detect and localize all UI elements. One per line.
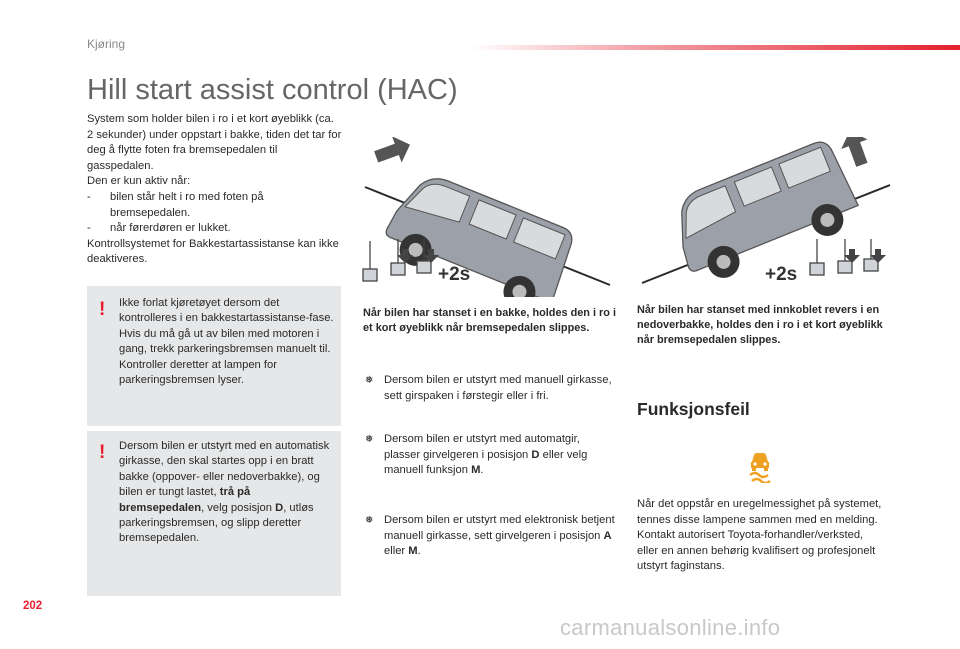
bullet-marker-icon: ❅: [365, 515, 374, 526]
warning-text: Ikke forlat kjøretøyet dersom det kontrolleres i en bakkestartassistanse-fase.: [119, 297, 334, 325]
gear-position: M: [471, 464, 481, 477]
dash-marker: -: [87, 222, 91, 235]
forward-arrow-icon: [836, 137, 875, 170]
bullet-text: .: [417, 545, 421, 558]
timer-label: +2s: [765, 264, 798, 285]
section-label: Kjøring: [87, 37, 126, 51]
bullet-marker-icon: ❅: [365, 434, 374, 445]
timer-icon: [765, 264, 797, 285]
bullet-manual: [363, 373, 618, 404]
header-accent-bar: [470, 45, 960, 50]
bullet-marker-icon: ❅: [365, 375, 374, 386]
forward-arrow-icon: [371, 137, 414, 170]
intro-text: [87, 112, 342, 268]
bullet-text: .: [480, 464, 484, 477]
warning-text: [119, 439, 335, 547]
intro-item: [87, 221, 342, 237]
gear-position: A: [603, 529, 612, 542]
warning-text-part: , velg posisjon: [201, 501, 276, 514]
intro-active-when: Den er kun aktiv når:: [87, 175, 191, 188]
warning-text: Hvis du må gå ut av bilen med motoren i gang, trekk parkeringsbremsen manuelt til. Kontroller deretter at lampen for parkeringsbremsen lyser.: [119, 327, 331, 387]
intro-paragraph: System som holder bilen i ro i et kort øyeblikk (ca. 2 sekunder) under oppstart i bakke, tiden det tar for deg å flytte foten fra bremsepedalen til gasspedalen.: [87, 113, 342, 172]
bullet-text: Dersom bilen er utstyrt med automatgir, plasser girvelgeren i posisjon: [384, 433, 580, 461]
warning-exclamation-icon: !: [99, 442, 106, 463]
intro-item-text: bilen står helt i ro med foten på bremsepedalen.: [110, 190, 264, 219]
caption-downhill: Når bilen har stanset med innkoblet revers i en nedoverbakke, holdes den i ro i et kort øyeblikk når bremsepedalen slippes.: [637, 304, 883, 346]
intro-item: [87, 190, 342, 221]
bullet-text: Dersom bilen er utstyrt med manuell girkasse, sett girspaken i førstegir eller i fri.: [384, 374, 612, 402]
warning-box-automatic: [87, 431, 341, 596]
warning-text-part: , utløs parkeringsbremsen, og slipp deretter bremsepedalen.: [119, 501, 314, 545]
caption-uphill: Når bilen har stanset i en bakke, holdes den i ro i et kort øyeblikk når bremsepedalen slippes.: [363, 307, 616, 334]
pedals-icon: [810, 239, 878, 275]
bullet-text: eller: [384, 545, 409, 558]
watermark: carmanualsonline.info: [560, 615, 781, 640]
gear-position: D: [531, 448, 540, 461]
fault-title: Funksjonsfeil: [637, 399, 750, 419]
hill-assist-warning-lamp-icon: [746, 451, 774, 483]
dash-marker: -: [87, 190, 91, 203]
van-icon: [378, 167, 580, 297]
bullet-electronic: [363, 513, 618, 560]
intro-item-text: når førerdøren er lukket.: [110, 222, 231, 235]
gear-position: M: [408, 545, 418, 558]
downhill-van-illustration: [637, 137, 895, 297]
warning-text-part: Dersom bilen er utstyrt med en automatisk girkasse, den skal startes opp i en bratt bakke (oppover- eller nedoverbakke), og bilen er tungt lastet,: [119, 440, 330, 499]
warning-exclamation-icon: !: [99, 299, 106, 320]
timer-label: +2s: [438, 264, 471, 285]
warning-box-parking: [87, 286, 341, 426]
fault-text: Når det oppstår en uregelmessighet på systemet, tennes disse lampene sammen med en melding. Kontakt autorisert Toyota-forhandler/verksted, eller en annen behørig kvalifisert og profesjonelt utstyrt faginstans.: [637, 498, 882, 573]
timer-icon: [438, 264, 470, 285]
warning-emphasis: trå på bremsepedalen: [119, 486, 251, 514]
page-number: 202: [23, 600, 43, 612]
uphill-van-illustration: [360, 137, 615, 297]
gear-position: D: [275, 501, 284, 514]
bullet-automatic: [363, 432, 618, 479]
page-title: Hill start assist control (HAC): [87, 74, 458, 106]
bullet-text: Dersom bilen er utstyrt med elektronisk betjent manuell girkasse, sett girvelgeren i posisjon: [384, 514, 615, 542]
bullet-text: eller velg manuell funksjon: [384, 448, 588, 477]
intro-footer: Kontrollsystemet for Bakkestartassistanse kan ikke deaktiveres.: [87, 237, 339, 266]
